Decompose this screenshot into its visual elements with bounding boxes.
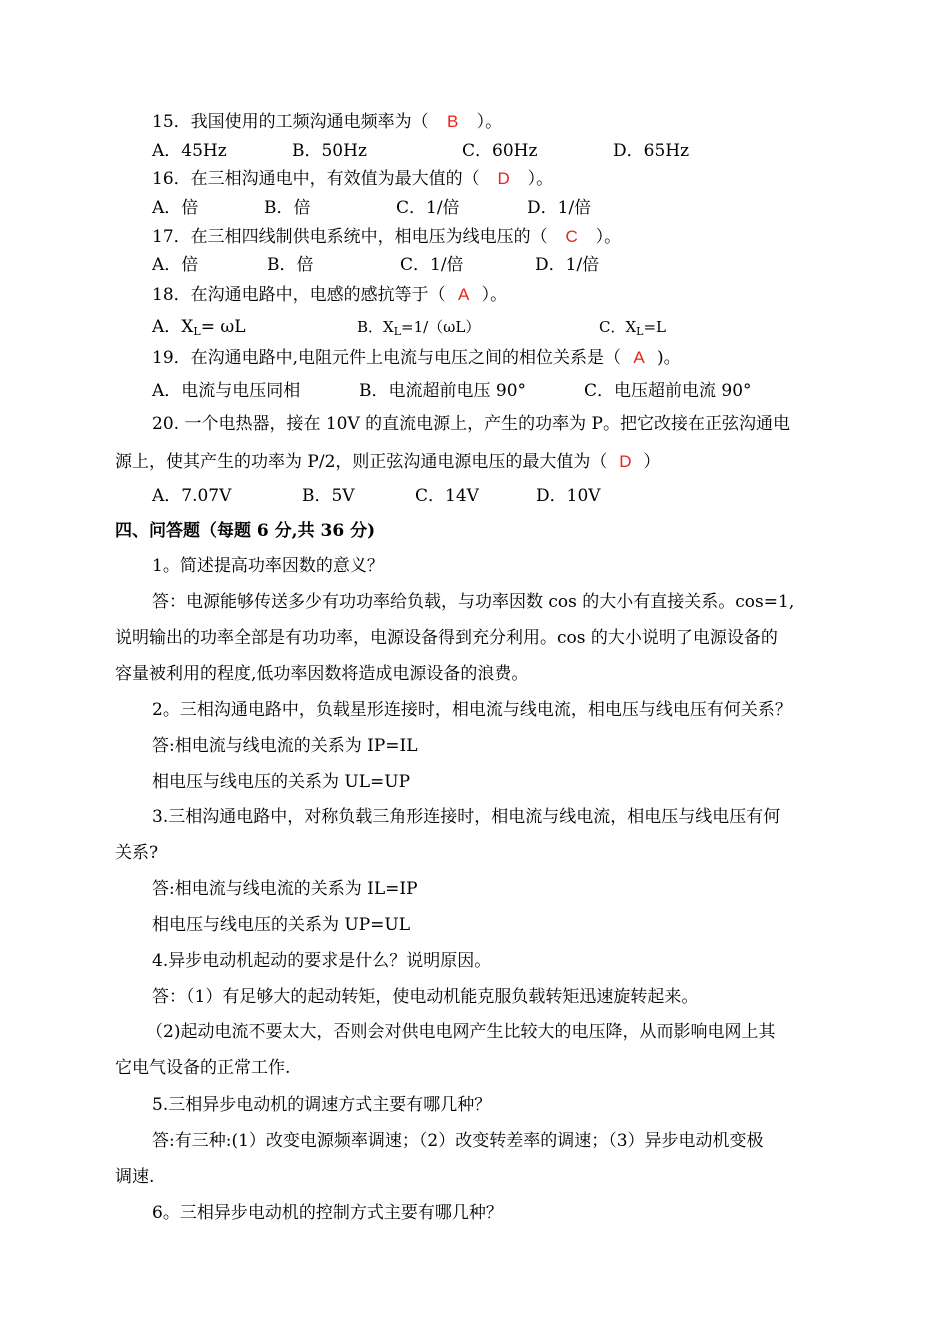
option-a: A．7.07V xyxy=(152,486,232,506)
qa-answer-5-line-2: 调速. xyxy=(115,1167,155,1187)
answer-mark: B xyxy=(446,112,459,131)
qa-question-4: 4.异步电动机起动的要求是什么？说明原因。 xyxy=(152,951,492,971)
question-20-line-2 xyxy=(115,451,660,473)
option-c-subscript: L xyxy=(636,325,644,338)
answer-mark: A xyxy=(633,348,645,367)
section-heading: 四、问答题（每题 6 分,共 36 分) xyxy=(115,521,376,541)
option-c: C．1/倍 xyxy=(396,198,460,218)
question-16 xyxy=(152,168,553,190)
answer-mark: D xyxy=(619,452,632,471)
qa-answer-1-line-3: 容量被利用的程度,低功率因数将造成电源设备的浪费。 xyxy=(115,664,529,684)
qa-answer-2-line-1: 答:相电流与线电流的关系为 IP=IL xyxy=(152,736,418,756)
option-a-subscript: L xyxy=(193,325,201,338)
option-b-formula: =1/（ωL） xyxy=(401,318,481,336)
option-b: B．倍 xyxy=(267,255,314,275)
qa-question-2: 2。三相沟通电路中，负载星形连接时，相电流与线电流，相电压与线电压有何关系？ xyxy=(152,700,792,720)
option-a: A．倍 xyxy=(152,255,199,275)
question-text: 19．在沟通电路中,电阻元件上电流与电压之间的相位关系是（ xyxy=(152,348,622,368)
qa-question-1: 1。简述提高功率因数的意义？ xyxy=(152,556,384,576)
option-a-formula: = ωL xyxy=(200,317,246,337)
question-15 xyxy=(152,111,502,133)
qa-question-3-line-2: 关系? xyxy=(115,843,159,863)
question-text-end: ）。 xyxy=(481,285,508,305)
question-text-end: ）。 xyxy=(476,112,503,132)
qa-question-5: 5.三相异步电动机的调速方式主要有哪几种？ xyxy=(152,1095,492,1115)
question-17 xyxy=(152,226,621,248)
option-a-text: A．X xyxy=(152,317,194,337)
question-text: 源上，使其产生的功率为 P/2，则正弦沟通电源电压的最大值为（ xyxy=(115,452,608,472)
option-a xyxy=(152,316,246,343)
qa-answer-2-line-2: 相电压与线电压的关系为 UL=UP xyxy=(152,772,411,792)
question-text: 17．在三相四线制供电系统中，相电压为线电压的（ xyxy=(152,227,548,247)
question-18 xyxy=(152,284,507,306)
option-c: C．60Hz xyxy=(462,141,538,161)
qa-question-3-line-1: 3.三相沟通电路中，对称负载三角形连接时，相电流与线电流，相电压与线电压有何 xyxy=(152,807,781,827)
question-text: 16．在三相沟通电中，有效值为最大值的（ xyxy=(152,169,480,189)
answer-mark: D xyxy=(497,169,510,188)
qa-answer-1-line-1: 答：电源能够传送多少有功功率给负载，与功率因数 cos 的大小有直接关系。cos=1, xyxy=(152,592,795,612)
option-d: D．65Hz xyxy=(613,141,690,161)
question-19 xyxy=(152,347,681,369)
option-b: B．5V xyxy=(302,486,355,506)
option-b xyxy=(357,316,480,343)
option-c-text: C．X xyxy=(599,318,637,336)
option-a: A．45Hz xyxy=(152,141,227,161)
option-c: C．1/倍 xyxy=(400,255,464,275)
answer-mark: A xyxy=(457,285,470,304)
question-text: 15．我国使用的工频沟通电频率为（ xyxy=(152,112,429,132)
question-text-end: ） xyxy=(643,452,661,472)
option-b-text: B．X xyxy=(357,318,394,336)
option-a: A．电流与电压同相 xyxy=(152,381,301,401)
option-b-subscript: L xyxy=(393,325,402,338)
qa-answer-3-line-2: 相电压与线电压的关系为 UP=UL xyxy=(152,915,411,935)
option-c xyxy=(599,316,666,343)
question-text: 18．在沟通电路中，电感的感抗等于（ xyxy=(152,285,446,305)
question-text-end: )。 xyxy=(657,348,681,368)
option-a: A．倍 xyxy=(152,198,199,218)
option-c-formula: =L xyxy=(643,318,666,336)
qa-answer-4-line-2: （2)起动电流不要太大，否则会对供电电网产生比较大的电压降，从而影响电网上其 xyxy=(146,1022,776,1042)
question-20-line-1: 20. 一个电热器，接在 10V 的直流电源上，产生的功率为 P。把它改接在正弦沟通电 xyxy=(152,414,790,434)
answer-mark: C xyxy=(565,227,578,246)
option-c: C．电压超前电流 90° xyxy=(584,381,752,401)
question-text-end: ）。 xyxy=(527,169,554,189)
option-d: D．10V xyxy=(536,486,601,506)
qa-answer-4-line-1: 答：（1）有足够大的起动转矩，使电动机能克服负载转矩迅速旋转起来。 xyxy=(152,987,699,1007)
option-b: B．倍 xyxy=(264,198,311,218)
qa-question-6: 6。三相异步电动机的控制方式主要有哪几种？ xyxy=(152,1203,503,1223)
option-d: D．1/倍 xyxy=(527,198,592,218)
qa-answer-1-line-2: 说明输出的功率全部是有功功率，电源设备得到充分利用。cos 的大小说明了电源设备的 xyxy=(115,628,778,648)
qa-answer-3-line-1: 答:相电流与线电流的关系为 IL=IP xyxy=(152,879,418,899)
option-c: C．14V xyxy=(415,486,479,506)
qa-answer-5-line-1: 答:有三种:(1）改变电源频率调速；（2）改变转差率的调速；（3）异步电动机变极 xyxy=(152,1131,764,1151)
option-b: B．电流超前电压 90° xyxy=(359,381,527,401)
option-b: B．50Hz xyxy=(292,141,367,161)
question-text-end: ）。 xyxy=(595,227,622,247)
qa-answer-4-line-3: 它电气设备的正常工作. xyxy=(115,1058,291,1078)
option-d: D．1/倍 xyxy=(535,255,600,275)
